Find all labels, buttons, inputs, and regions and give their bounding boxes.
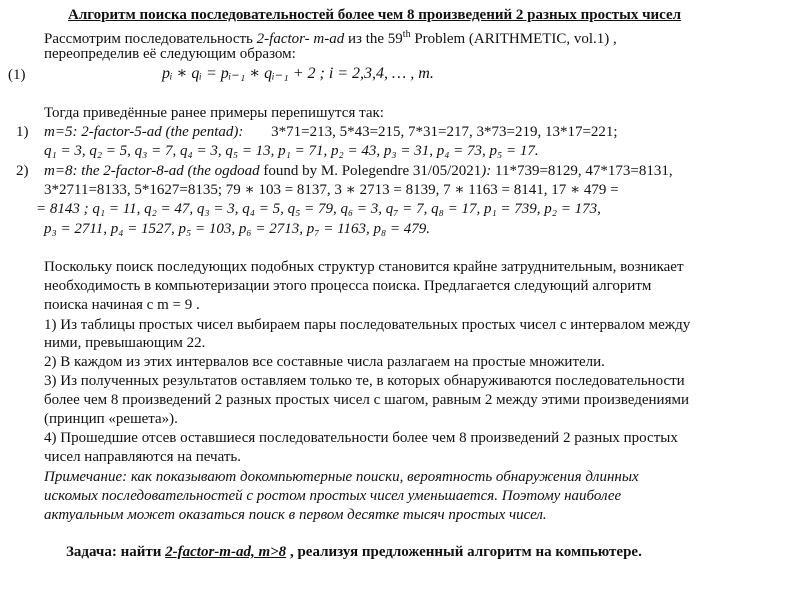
intro-line-2: переопределив её следующим образом: bbox=[44, 46, 296, 62]
task-sequence: 2-factor-m-ad, m>8 bbox=[165, 544, 287, 560]
note-line-2: искомых последовательностей с ростом простых чисел уменьшается. Поэтому наиболее bbox=[44, 488, 622, 504]
example-1-values: 3*71=213, 5*43=215, 7*31=217, 3*73=219, 13*17=221; bbox=[271, 124, 618, 140]
step-4-line-1: 4) Прошедшие отсев оставшиеся последовательности более чем 8 произведений 2 разных простых bbox=[44, 430, 678, 446]
intro-source: из the 59 bbox=[344, 31, 403, 47]
step-2: 2) В каждом из этих интервалов все составные числа разлагаем на простые множители. bbox=[44, 354, 605, 370]
note-line-1: Примечание: как показывают докомпьютерные поиски, вероятность обнаружения длинных bbox=[44, 469, 639, 485]
example-2-line-3: = 8143 ; q₁ = 11, q₂ = 47, q₃ = 3, q₄ = 5, q₅ = 79, q₆ = 3, q₇ = 7, q₈ = 17, p₁ = 739, p₂ = 173, bbox=[36, 201, 601, 217]
equation-label: (1) bbox=[8, 67, 26, 83]
task-rest: , реализуя предложенный алгоритм на компьютере. bbox=[286, 544, 642, 560]
example-2-number: 2) bbox=[16, 163, 29, 179]
example-2-close: ): bbox=[481, 163, 492, 179]
task-label: Задача: найти bbox=[66, 544, 166, 560]
superscript-th: th bbox=[402, 29, 411, 40]
example-2-values: 11*739=8129, 47*173=8131, bbox=[491, 163, 673, 179]
example-2-line-2: 3*2711=8133, 5*1627=8135; 79 ∗ 103 = 8137, 3 ∗ 2713 = 8139, 7 ∗ 1163 = 8141, 17 ∗ 479 = bbox=[44, 182, 619, 198]
body-paragraph-line-2: необходимость в компьютеризации этого процесса поиска. Предлагается следующий алгоритм bbox=[44, 278, 652, 294]
step-1-line-1: 1) Из таблицы простых чисел выбираем пары последовательных простых чисел с интервалом между bbox=[44, 317, 691, 333]
example-1-number: 1) bbox=[16, 124, 29, 140]
intro-text: Рассмотрим последовательность bbox=[44, 31, 257, 47]
example-1-line-2: q₁ = 3, q₂ = 5, q₃ = 7, q₄ = 3, q₅ = 13, p₁ = 71, p₂ = 43, p₃ = 31, p₄ = 73, p₅ = 17. bbox=[44, 143, 539, 159]
note-line-3: актуальным может оказаться поиск в первом десятке тысяч простых чисел. bbox=[44, 507, 547, 523]
step-3-line-3: (принцип «решета»). bbox=[44, 411, 178, 427]
body-paragraph-line-1: Поскольку поиск последующих подобных структур становится крайне затруднительным, возникает bbox=[44, 259, 684, 275]
examples-lead: Тогда приведённые ранее примеры перепишутся так: bbox=[44, 105, 384, 121]
example-2-line-1 bbox=[44, 162, 673, 180]
example-2-line-4: p₃ = 2711, p₄ = 1527, p₅ = 103, p₆ = 2713, p₇ = 1163, p₈ = 479. bbox=[44, 221, 431, 237]
step-1-line-2: ними, превышающим 22. bbox=[44, 335, 206, 351]
step-4-line-2: чисел направляются на печать. bbox=[44, 449, 242, 465]
equation-formula: pᵢ ∗ qᵢ = pᵢ₋₁ ∗ qᵢ₋₁ + 2 ; i = 2,3,4, … , m. bbox=[162, 65, 434, 82]
task-statement bbox=[66, 543, 642, 561]
document-title: Алгоритм поиска последовательностей более чем 8 произведений 2 разных простых чисел bbox=[68, 7, 682, 23]
step-3-line-2: более чем 8 произведений 2 разных простых чисел с шагом, равным 2 между этими произведениями bbox=[44, 392, 689, 408]
body-paragraph-line-3: поиска начиная с m = 9 . bbox=[44, 297, 200, 313]
example-1-heading: m=5: 2-factor-5-ad (the pentad): bbox=[44, 124, 244, 140]
step-3-line-1: 3) Из полученных результатов оставляем только те, в которых обнаруживаются последовательности bbox=[44, 373, 685, 389]
example-2-found-by: found by M. Polegendre 31/05/2021 bbox=[259, 163, 482, 179]
example-1-line-1 bbox=[44, 123, 618, 141]
sequence-name: 2-factor- m-ad bbox=[256, 31, 345, 47]
example-2-heading: m=8: the 2-factor-8-ad (the ogdoad bbox=[44, 163, 260, 179]
intro-problem: Problem (ARITHMETIC, vol.1) , bbox=[410, 31, 617, 47]
